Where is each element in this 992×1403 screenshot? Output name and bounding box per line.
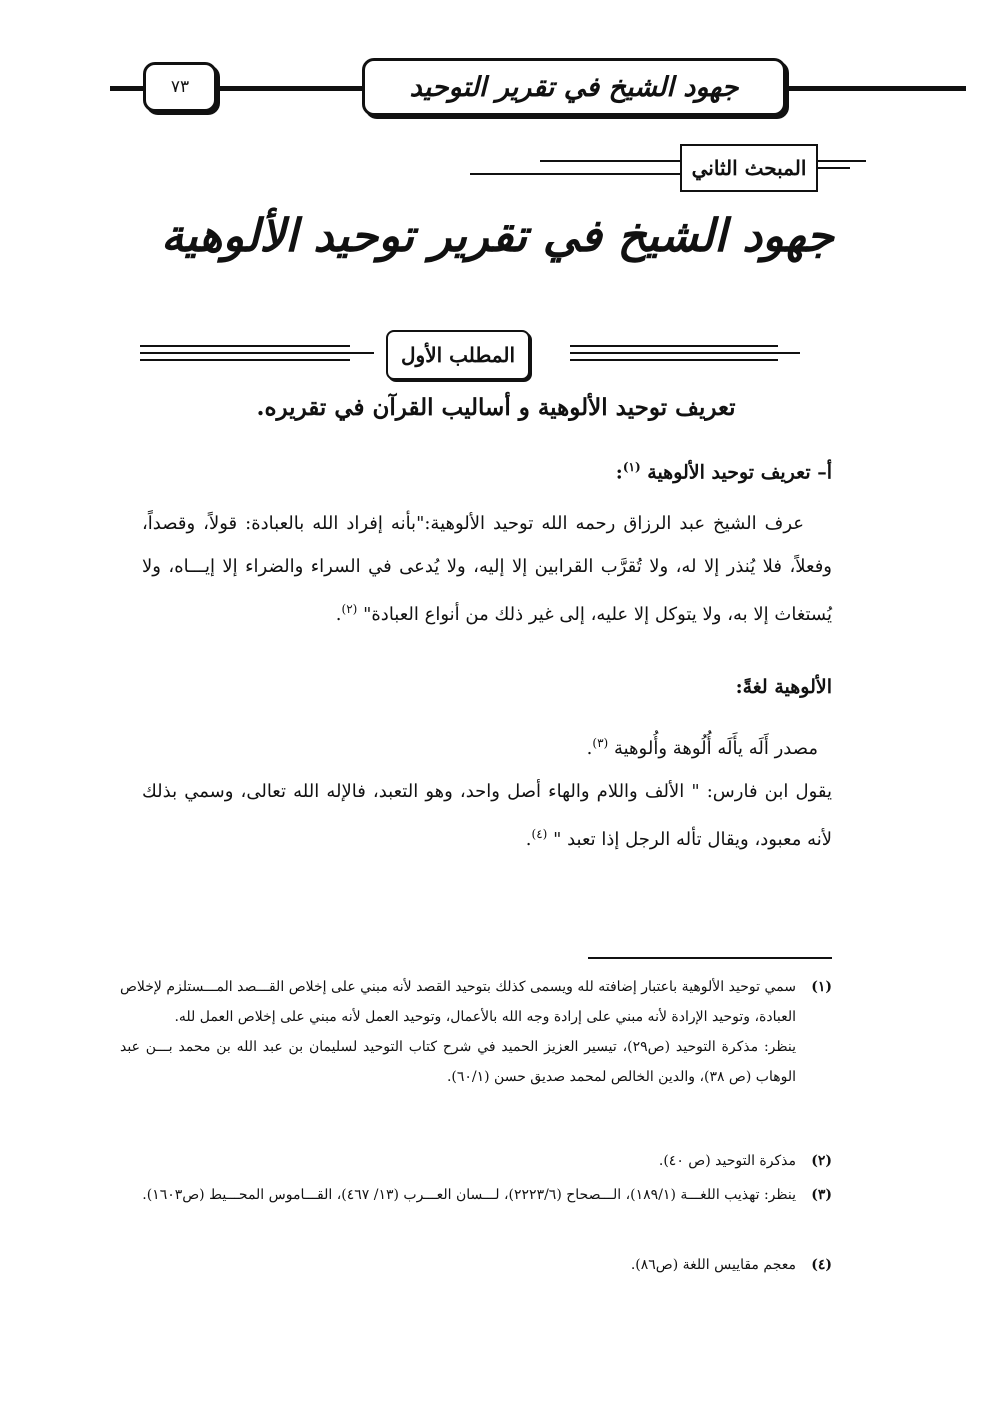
- lexical-line-text: مصدر أَلَه يأَلَه أُلُوهة وأُلوهية: [613, 738, 818, 759]
- subsection-rule-right-3: [570, 359, 778, 361]
- ibn-faris-quote-end: .: [525, 829, 532, 850]
- footnote-1-number: (١): [811, 979, 832, 995]
- subsection-rule-left-3: [140, 359, 350, 361]
- subsection-label: المطلب الأول: [386, 330, 530, 380]
- footnote-2-text: مذكرة التوحيد (ص ٤٠).: [658, 1153, 796, 1169]
- section-rule-right-long: [540, 160, 680, 162]
- section-rule-right-top: [814, 160, 866, 162]
- definition-heading-text: أ– تعريف توحيد الألوهية: [647, 461, 832, 484]
- subsection-title: تعريف توحيد الألوهية و أساليب القرآن في تقريره.: [256, 394, 736, 421]
- running-title: جهود الشيخ في تقرير التوحيد: [362, 58, 786, 116]
- footnote-separator: [588, 957, 832, 959]
- lexical-line: [142, 722, 832, 770]
- footnote-3-number: (٣): [811, 1187, 832, 1203]
- footnote-1: [120, 972, 832, 1092]
- page-number: ٧٣: [143, 62, 217, 112]
- section-label: المبحث الثاني: [680, 144, 818, 192]
- footnote-ref-4: (٤): [531, 827, 548, 841]
- footnote-2-number: (٢): [811, 1153, 832, 1169]
- subsection-rule-left-2: [140, 352, 374, 354]
- ibn-faris-quote: [142, 770, 832, 861]
- definition-heading-colon: :: [615, 461, 623, 484]
- footnote-4-text: معجم مقاييس اللغة (ص٨٦).: [630, 1257, 796, 1273]
- definition-paragraph: [142, 502, 832, 636]
- footnote-3: [120, 1180, 832, 1210]
- definition-heading: [616, 460, 832, 483]
- definition-paragraph-text: عرف الشيخ عبد الرزاق رحمه الله توحيد الألوهية:"بأنه إفراد الله بالعبادة: قولاً، وقصداً، وفعلاً، فلا يُنذر إلا له، ولا تُقرَّب القرابين إلا إليه، ولا يُدعى في السراء والضراء إلا إيـــاه، ولا يُستغاث إلا به، ولا يتوكل إلا عليه، إلى غير ذلك من أنواع العبادة": [142, 513, 832, 625]
- section-rule-right-bottom: [814, 167, 850, 169]
- footnote-1-text-continued: ينظر: مذكرة التوحيد (ص٢٩)، تيسير العزيز الحميد في شرح كتاب التوحيد لسليمان بن عبد الله بن محمد بـــن عبد الوهاب (ص ٣٨)، والدين الخالص لمحمد صديق حسن (٦٠/١).: [120, 1039, 796, 1085]
- footnote-ref-2: (٢): [341, 602, 358, 616]
- subsection-rule-right-1: [570, 345, 778, 347]
- lexical-heading: الألوهية لغةً:: [735, 676, 832, 698]
- footnote-1-text: سمي توحيد الألوهية باعتبار إضافته لله ويسمى كذلك بتوحيد القصد لأنه مبني على إخلاص القـــصد المـــستلزم لإخلاص العبادة، وتوحيد الإرادة لأنه مبني على إرادة وجه الله بالأعمال، وتوحيد العمل لأنه مبني على إخلاص العمل لله.: [120, 979, 796, 1025]
- section-title: جهود الشيخ في تقرير توحيد الألوهية: [160, 209, 834, 262]
- subsection-rule-left-1: [140, 345, 350, 347]
- lexical-line-end: .: [586, 738, 593, 759]
- footnote-3-text: ينظر: تهذيب اللغـــة (١٨٩/١)، الـــصحاح (٢٢٢٣/٦)، لـــسان العـــرب (١٣/ ٤٦٧)، القـــاموس المحـــيط (ص١٦٠٣).: [142, 1187, 796, 1203]
- definition-paragraph-end: .: [335, 604, 342, 625]
- footnote-4: [120, 1250, 832, 1280]
- section-rule-left: [470, 173, 680, 175]
- ibn-faris-quote-text: يقول ابن فارس: " الألف واللام والهاء أصل واحد، وهو التعبد، فالإله الله تعالى، وسمي بذلك لأنه معبود، ويقال تأله الرجل إذا تعبد ": [142, 781, 832, 850]
- footnote-4-number: (٤): [811, 1257, 832, 1273]
- footnote-ref-1: (١): [622, 460, 641, 474]
- footnote-2: [120, 1146, 832, 1176]
- footnote-ref-3: (٣): [592, 736, 609, 750]
- subsection-rule-right-2: [570, 352, 800, 354]
